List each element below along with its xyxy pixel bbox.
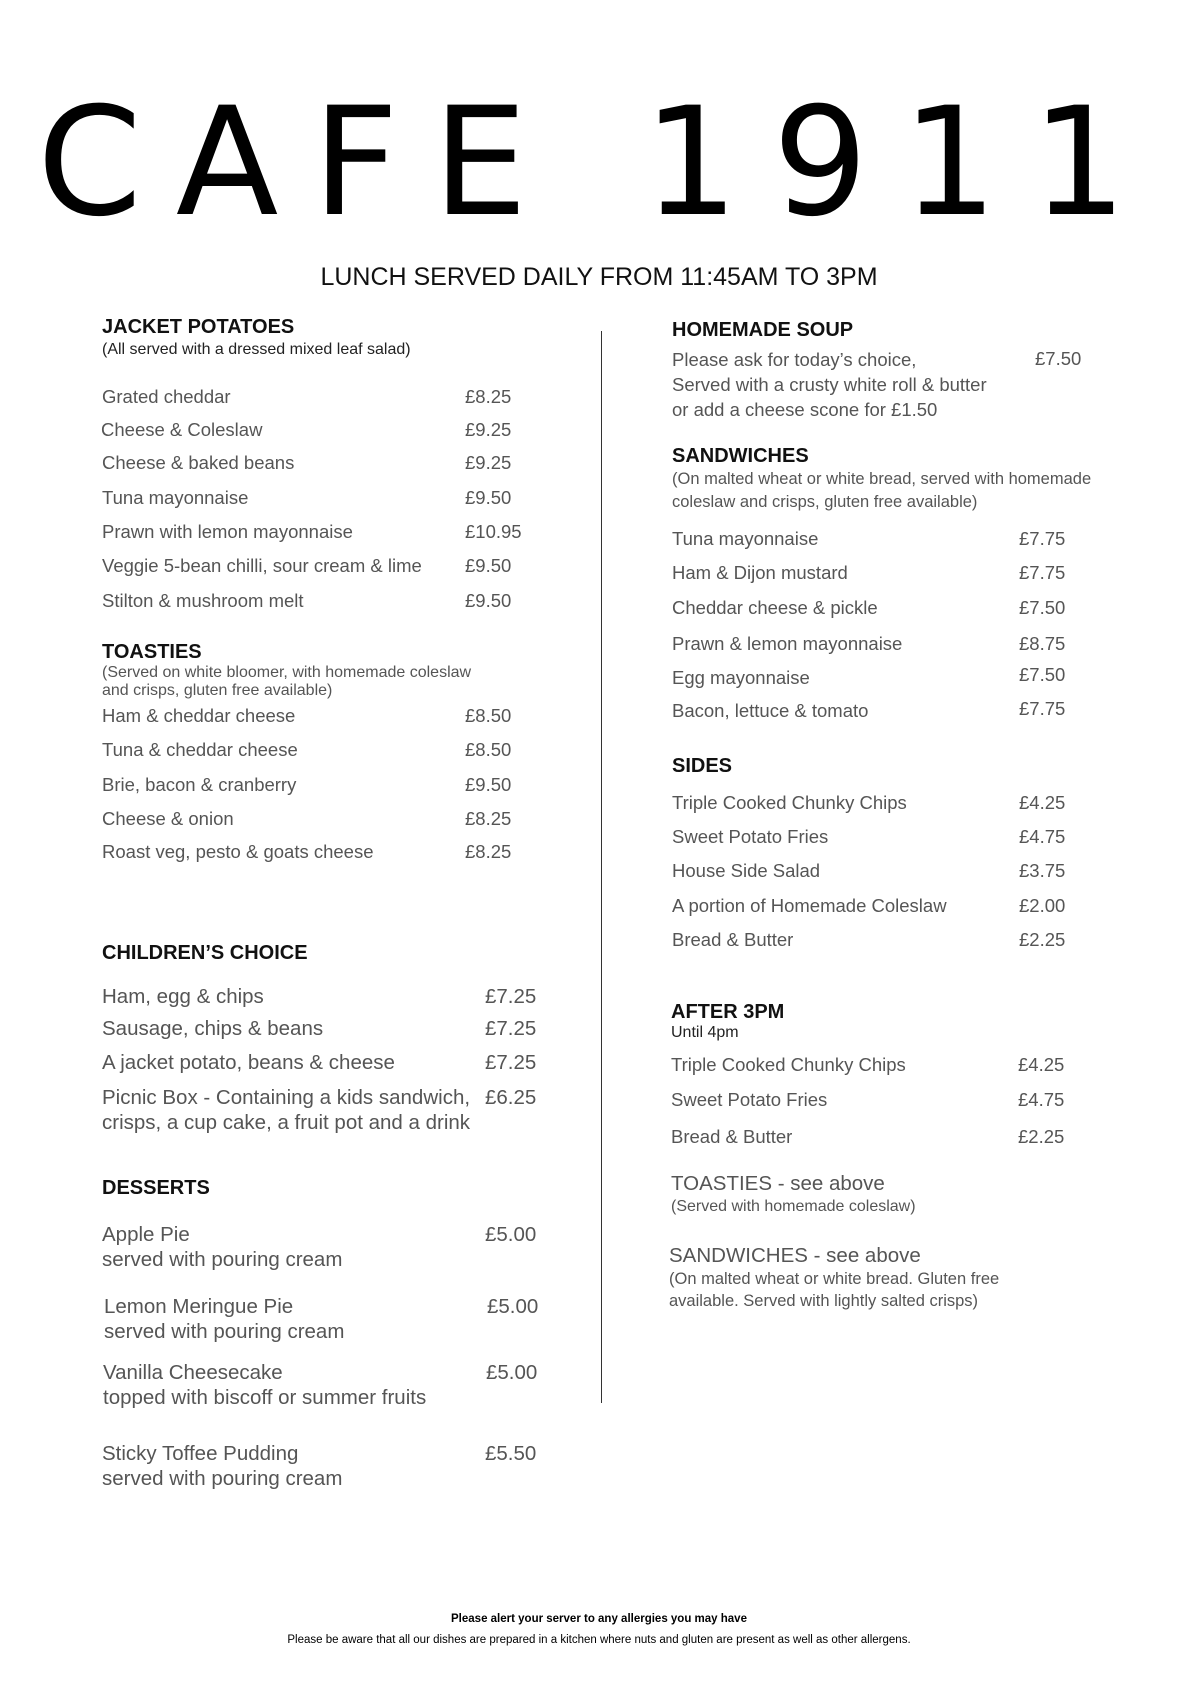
item-price: £3.75 bbox=[1019, 860, 1066, 881]
section-heading: SANDWICHES bbox=[672, 445, 809, 467]
menu-item bbox=[672, 791, 1092, 815]
item-price: £9.50 bbox=[465, 555, 512, 576]
item-name: Triple Cooked Chunky Chips bbox=[672, 792, 907, 813]
item-price: £5.00 bbox=[487, 1295, 539, 1318]
item-name-continued: served with pouring cream bbox=[104, 1320, 345, 1343]
menu-item bbox=[102, 451, 522, 475]
item-name: Prawn with lemon mayonnaise bbox=[102, 521, 353, 542]
item-name-continued: served with pouring cream bbox=[102, 1467, 343, 1490]
item-name: Prawn & lemon mayonnaise bbox=[672, 633, 903, 654]
item-name-continued: crisps, a cup cake, a fruit pot and a drink bbox=[102, 1111, 471, 1134]
item-price: £7.50 bbox=[1019, 664, 1066, 685]
item-price: £4.75 bbox=[1019, 826, 1066, 847]
lunch-hours: LUNCH SERVED DAILY FROM 11:45AM TO 3PM bbox=[320, 263, 878, 291]
item-price: £8.75 bbox=[1019, 633, 1066, 654]
item-price: £7.75 bbox=[1019, 698, 1066, 719]
item-price: £7.50 bbox=[1019, 597, 1066, 618]
item-name: Sausage, chips & beans bbox=[102, 1017, 324, 1040]
item-name: Grated cheddar bbox=[102, 386, 231, 407]
item-name: Bread & Butter bbox=[671, 1126, 793, 1147]
menu-item bbox=[672, 859, 1092, 883]
menu-item bbox=[671, 1125, 1091, 1149]
item-price: £5.50 bbox=[485, 1442, 537, 1465]
section-note: (On malted wheat or white bread, served with homemade bbox=[672, 470, 1092, 488]
menu-item bbox=[671, 1053, 1091, 1077]
item-name: Cheese & baked beans bbox=[102, 452, 295, 473]
section-note: coleslaw and crisps, gluten free available) bbox=[672, 493, 978, 511]
item-name: Sweet Potato Fries bbox=[671, 1089, 828, 1110]
sandwiches-see-above bbox=[669, 1243, 1139, 1312]
item-name: Ham, egg & chips bbox=[102, 985, 264, 1008]
item-price: £9.50 bbox=[465, 774, 512, 795]
item-price: £4.25 bbox=[1018, 1054, 1065, 1075]
item-name: Veggie 5-bean chilli, sour cream & lime bbox=[102, 555, 422, 576]
section-heading: AFTER 3PM bbox=[671, 1001, 785, 1023]
menu-item bbox=[102, 1441, 552, 1491]
section-heading: JACKET POTATOES bbox=[102, 316, 295, 338]
item-name-continued: topped with biscoff or summer fruits bbox=[103, 1386, 427, 1409]
item-name: Cheese & onion bbox=[102, 808, 234, 829]
item-price: £4.25 bbox=[1019, 792, 1066, 813]
soup-line: Please ask for today’s choice, bbox=[672, 349, 917, 370]
allergy-alert: Please alert your server to any allergies you may have bbox=[451, 1613, 747, 1625]
homemade-soup-heading: HOMEMADE SOUP bbox=[672, 319, 854, 341]
section-heading: TOASTIES bbox=[102, 641, 202, 663]
menu-item bbox=[104, 1294, 554, 1344]
item-name: Picnic Box - Containing a kids sandwich, bbox=[102, 1086, 471, 1109]
item-price: £9.25 bbox=[465, 452, 512, 473]
menu-item bbox=[102, 1016, 552, 1041]
section-note: (Served on white bloomer, with homemade coleslaw bbox=[102, 664, 472, 681]
sides-heading: SIDES bbox=[672, 755, 733, 777]
item-name: House Side Salad bbox=[672, 860, 821, 881]
menu-item bbox=[672, 666, 1092, 690]
item-price: £9.50 bbox=[465, 590, 512, 611]
item-name: A portion of Homemade Coleslaw bbox=[672, 895, 947, 916]
item-name: Brie, bacon & cranberry bbox=[102, 774, 297, 795]
item-price: £7.25 bbox=[485, 1017, 537, 1040]
item-price: £5.00 bbox=[485, 1223, 537, 1246]
toasties-see-above bbox=[671, 1171, 1131, 1217]
sandwiches-see-above-note: (On malted wheat or white bread. Gluten free bbox=[669, 1270, 1000, 1288]
item-name: Sweet Potato Fries bbox=[672, 826, 829, 847]
sandwiches-see-above-label: SANDWICHES - see above bbox=[669, 1244, 921, 1267]
item-name: Roast veg, pesto & goats cheese bbox=[102, 841, 374, 862]
menu-item bbox=[102, 1085, 552, 1135]
section-note: (All served with a dressed mixed leaf salad) bbox=[102, 341, 411, 358]
item-name-continued: served with pouring cream bbox=[102, 1248, 343, 1271]
item-price: £2.25 bbox=[1019, 929, 1066, 950]
menu-item bbox=[102, 589, 542, 613]
jacket-potatoes-section bbox=[102, 315, 542, 360]
item-price: £7.75 bbox=[1019, 562, 1066, 583]
menu-item bbox=[102, 840, 542, 864]
menu-item bbox=[102, 773, 542, 797]
section-note: Until 4pm bbox=[671, 1024, 739, 1041]
item-price: £9.25 bbox=[465, 419, 512, 440]
menu-item bbox=[671, 1088, 1091, 1112]
item-name: Bread & Butter bbox=[672, 929, 794, 950]
item-name: Tuna mayonnaise bbox=[102, 487, 249, 508]
toasties-see-above-note: (Served with homemade coleslaw) bbox=[671, 1198, 916, 1215]
after-3pm-section bbox=[671, 1001, 1111, 1042]
menu-item bbox=[102, 807, 542, 831]
menu-item bbox=[102, 486, 522, 510]
item-price: £7.25 bbox=[485, 985, 537, 1008]
soup-description bbox=[672, 347, 1142, 422]
item-name: A jacket potato, beans & cheese bbox=[102, 1051, 395, 1074]
item-price: £9.50 bbox=[465, 487, 512, 508]
sandwiches-see-above-note: available. Served with lightly salted crisps) bbox=[669, 1292, 979, 1310]
item-name: Vanilla Cheesecake bbox=[103, 1361, 283, 1384]
item-name: Cheddar cheese & pickle bbox=[672, 597, 878, 618]
menu-item bbox=[102, 738, 542, 762]
item-price: £8.25 bbox=[465, 386, 512, 407]
item-name: Cheese & Coleslaw bbox=[101, 419, 263, 440]
item-price: £7.50 bbox=[1035, 348, 1082, 369]
item-price: £2.25 bbox=[1018, 1126, 1065, 1147]
item-price: £8.50 bbox=[465, 739, 512, 760]
menu-item bbox=[102, 1050, 552, 1075]
menu-item bbox=[672, 699, 1092, 723]
menu-item bbox=[102, 385, 522, 409]
menu-item bbox=[102, 984, 552, 1009]
menu-item bbox=[672, 561, 1092, 585]
item-price: £8.25 bbox=[465, 841, 512, 862]
item-name: Tuna & cheddar cheese bbox=[102, 739, 298, 760]
item-price: £8.25 bbox=[465, 808, 512, 829]
menu-item bbox=[672, 596, 1092, 620]
toasties-see-above-label: TOASTIES - see above bbox=[671, 1172, 885, 1195]
sandwiches-section bbox=[672, 444, 1172, 514]
menu-item bbox=[672, 928, 1092, 952]
menu-item bbox=[672, 527, 1092, 551]
item-price: £8.50 bbox=[465, 705, 512, 726]
item-price: £10.95 bbox=[465, 521, 522, 542]
item-name: Ham & Dijon mustard bbox=[672, 562, 848, 583]
item-name: Lemon Meringue Pie bbox=[104, 1295, 294, 1318]
section-note: and crisps, gluten free available) bbox=[102, 682, 333, 699]
soup-line: Served with a crusty white roll & butter bbox=[672, 374, 987, 395]
allergen-notice: Please be aware that all our dishes are prepared in a kitchen where nuts and gluten are present as well as other allergens. bbox=[287, 1634, 911, 1646]
item-name: Egg mayonnaise bbox=[672, 667, 810, 688]
menu-item bbox=[102, 554, 542, 578]
item-price: £7.75 bbox=[1019, 528, 1066, 549]
item-name: Sticky Toffee Pudding bbox=[102, 1442, 299, 1465]
menu-item bbox=[103, 1360, 553, 1410]
item-price: £4.75 bbox=[1018, 1089, 1065, 1110]
item-name: Stilton & mushroom melt bbox=[102, 590, 304, 611]
item-name: Triple Cooked Chunky Chips bbox=[671, 1054, 906, 1075]
cafe-title: CAFE 1911 bbox=[37, 76, 1161, 250]
menu-item bbox=[672, 825, 1092, 849]
item-price: £6.25 bbox=[485, 1086, 537, 1109]
item-name: Tuna mayonnaise bbox=[672, 528, 819, 549]
soup-line: or add a cheese scone for £1.50 bbox=[672, 399, 938, 420]
item-price: £2.00 bbox=[1019, 895, 1066, 916]
desserts-heading: DESSERTS bbox=[102, 1177, 210, 1199]
column-divider bbox=[601, 331, 602, 1403]
item-price: £7.25 bbox=[485, 1051, 537, 1074]
menu-item bbox=[672, 632, 1092, 656]
item-name: Ham & cheddar cheese bbox=[102, 705, 296, 726]
item-price: £5.00 bbox=[486, 1361, 538, 1384]
menu-item bbox=[101, 418, 521, 442]
childrens-choice-heading: CHILDREN’S CHOICE bbox=[102, 942, 308, 964]
toasties-section bbox=[102, 640, 542, 700]
menu-item bbox=[102, 704, 542, 728]
menu-item bbox=[672, 894, 1092, 918]
item-name: Apple Pie bbox=[102, 1223, 190, 1246]
menu-item bbox=[102, 520, 542, 544]
menu-item bbox=[102, 1222, 552, 1272]
item-name: Bacon, lettuce & tomato bbox=[672, 700, 869, 721]
